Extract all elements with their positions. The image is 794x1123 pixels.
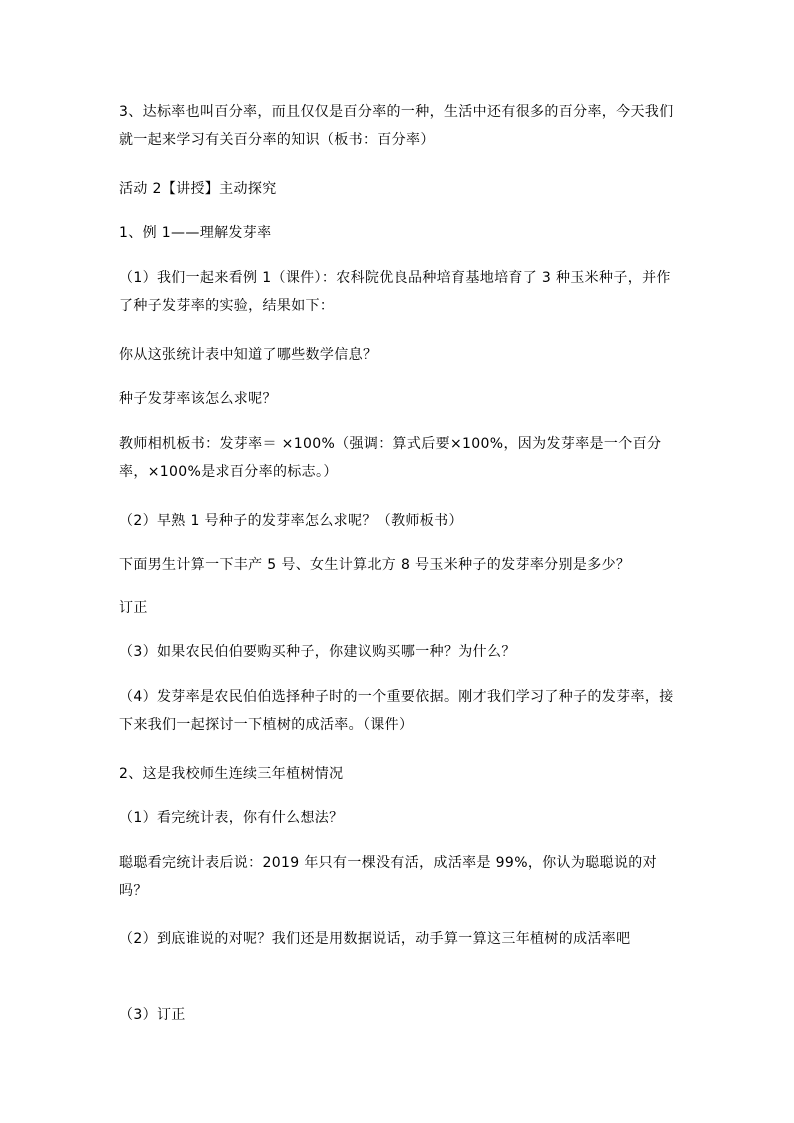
label-correction-3: （3）订正 (119, 1007, 186, 1023)
question-which-seed: （3）如果农民伯伯要购买种子，你建议购买哪一种？为什么？ (119, 644, 516, 660)
question-math-info: 你从这张统计表中知道了哪些数学信息？ (119, 347, 378, 363)
heading-tree-planting: 2、这是我校师生连续三年植树情况 (119, 766, 344, 782)
question-thoughts-table: （1）看完统计表，你有什么想法？ (119, 810, 344, 826)
paragraph-boys-girls-calc: 下面男生计算一下丰产 5 号、女生计算北方 8 号玉米种子的发芽率分别是多少？ (119, 557, 631, 573)
question-early-1-rate: （2）早熟 1 号种子的发芽率怎么求呢？（教师板书） (119, 513, 463, 529)
label-correction-1: 订正 (119, 600, 148, 616)
paragraph-intro-percentage: 3、达标率也叫百分率，而且仅仅是百分率的一种，生活中还有很多的百分率，今天我们就一起来学习有关百分率的知识（板书：百分率） (119, 104, 674, 148)
paragraph-who-is-right: （2）到底谁说的对呢？我们还是用数据说话，动手算一算这三年植树的成活率吧 (119, 931, 631, 947)
heading-example-1: 1、例 1——理解发芽率 (119, 225, 272, 241)
paragraph-example-1-intro: （1）我们一起来看例 1（课件）：农科院优良品种培育基地培育了 3 种玉米种子，并作了种子发芽率的实验，结果如下： (119, 270, 671, 314)
paragraph-congcong-statement: 聪聪看完统计表后说：2019 年只有一棵没有活，成活率是 99%，你认为聪聪说的对吗？ (119, 855, 657, 899)
paragraph-teacher-board-formula: 教师相机板书：发芽率＝ ×100%（强调：算式后要×100%，因为发芽率是一个百分率，×100%是求百分率的标志。） (119, 436, 662, 480)
question-how-to-calc: 种子发芽率该怎么求呢？ (119, 391, 277, 407)
paragraph-survival-rate-intro: （4）发芽率是农民伯伯选择种子时的一个重要依据。刚才我们学习了种子的发芽率，接下来我们一起探讨一下植树的成活率。（课件） (119, 689, 674, 733)
heading-activity-2: 活动 2【讲授】主动探究 (119, 181, 277, 197)
